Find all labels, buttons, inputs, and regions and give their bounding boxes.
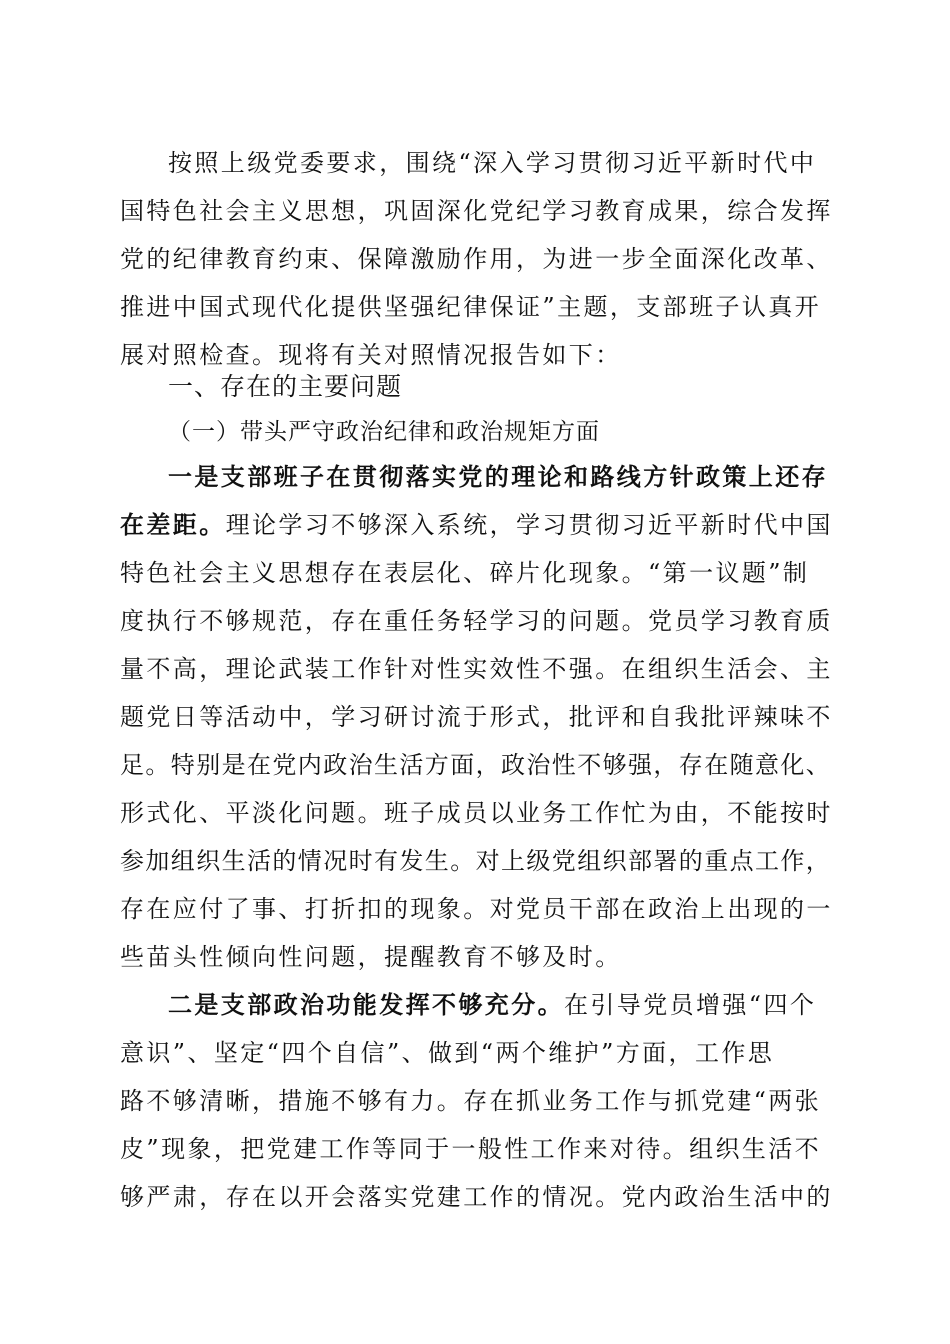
point2-line-3: 路不够清晰，措施不够有力。存在抓业务工作与抓党建“两张 <box>120 1087 822 1115</box>
point1-line-2-rest: 理论学习不够深入系统，学习贯彻习近平新时代中国 <box>225 511 833 539</box>
intro-line-4: 推进中国式现代化提供坚强纪律保证”主题，支部班子认真开 <box>120 293 822 321</box>
point1-line-8: 形式化、平淡化问题。班子成员以业务工作忙为由，不能按时 <box>120 799 833 827</box>
point2-bold-lead: 二是支部政治功能发挥不够充分。 <box>168 990 564 1019</box>
intro-line-1: 按照上级党委要求，围绕“深入学习贯彻习近平新时代中 <box>168 149 817 177</box>
intro-line-5: 展对照检查。现将有关对照情况报告如下： <box>120 341 622 369</box>
point1-line-4: 度执行不够规范，存在重任务轻学习的问题。党员学习教育质 <box>120 607 833 635</box>
point1-line-2 <box>120 510 833 540</box>
point2-line-2: 意识”、坚定“四个自信”、做到“两个维护”方面，工作思 <box>120 1039 775 1067</box>
point2-line-1-rest: 在引导党员增强“四个 <box>564 991 817 1019</box>
subsection-heading: （一）带头严守政治纪律和政治规矩方面 <box>168 419 600 445</box>
point1-line-10: 存在应付了事、打折扣的现象。对党员干部在政治上出现的一 <box>120 895 833 923</box>
point1-line-11: 些苗头性倾向性问题，提醒教育不够及时。 <box>120 943 622 971</box>
point2-line-5: 够严肃，存在以开会落实党建工作的情况。党内政治生活中的 <box>120 1183 833 1211</box>
point2-line-4: 皮”现象，把党建工作等同于一般性工作来对待。组织生活不 <box>120 1135 822 1163</box>
point1-line-9: 参加组织生活的情况时有发生。对上级党组织部署的重点工作， <box>120 847 832 875</box>
point1-line-5: 量不高，理论武装工作针对性实效性不强。在组织生活会、主 <box>120 655 833 683</box>
point1-line-7: 足。特别是在党内政治生活方面，政治性不够强，存在随意化、 <box>120 751 832 779</box>
point1-line-3: 特色社会主义思想存在表层化、碎片化现象。“第一议题”制 <box>120 559 810 587</box>
intro-line-3: 党的纪律教育约束、保障激励作用，为进一步全面深化改革、 <box>120 245 833 273</box>
point1-bold-tail: 在差距。 <box>120 510 226 539</box>
point2-line-1 <box>168 990 830 1020</box>
section-heading: 一、存在的主要问题 <box>168 372 403 401</box>
point1-bold-line-1: 一是支部班子在贯彻落实党的理论和路线方针政策上还存 <box>168 462 828 491</box>
intro-line-2: 国特色社会主义思想，巩固深化党纪学习教育成果，综合发挥 <box>120 197 833 225</box>
point1-line-6: 题党日等活动中，学习研讨流于形式，批评和自我批评辣味不 <box>120 703 833 731</box>
